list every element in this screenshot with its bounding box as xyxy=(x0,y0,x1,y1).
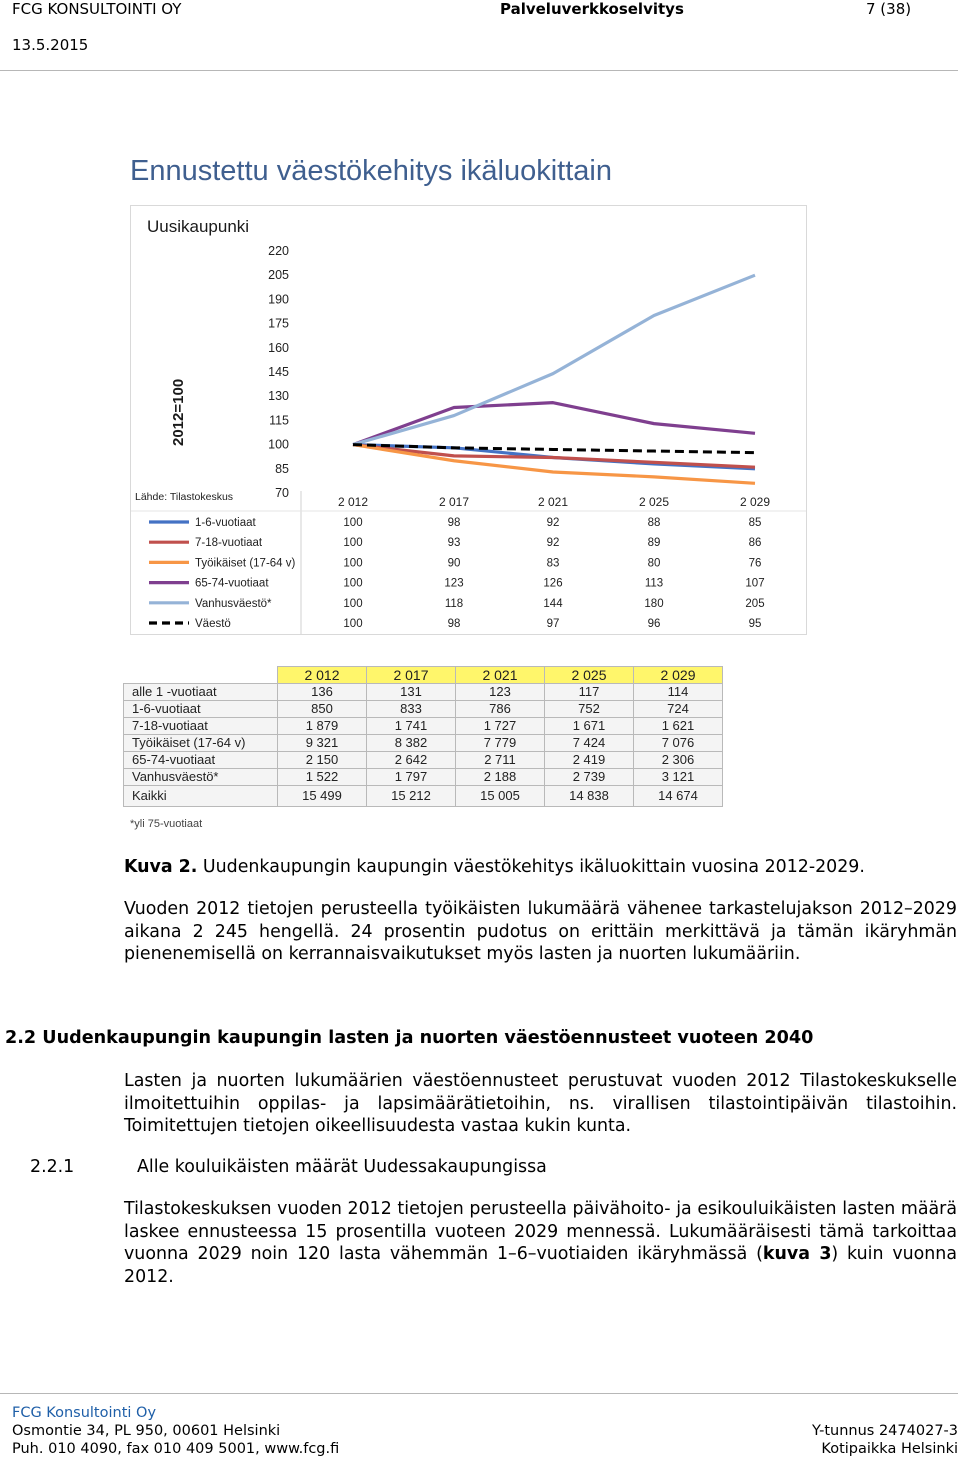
data-value-label: 118 xyxy=(444,597,464,610)
series-line xyxy=(353,275,755,444)
x-category-label: 2 012 xyxy=(337,495,369,509)
footer-address: Osmontie 34, PL 950, 00601 Helsinki xyxy=(12,1423,281,1439)
data-value-label: 80 xyxy=(647,557,661,570)
header-date: 13.5.2015 xyxy=(12,36,89,54)
table-header-row xyxy=(124,667,723,684)
table-cell: 1 621 xyxy=(634,718,723,735)
row-label: alle 1 -vuotiaat xyxy=(124,684,278,701)
table-cell: 2 711 xyxy=(456,752,545,769)
table-row xyxy=(124,718,723,735)
x-category-label: 2 021 xyxy=(537,495,569,509)
footer-divider xyxy=(0,1393,958,1394)
y-tick-label: 70 xyxy=(275,486,289,500)
table-cell: 7 076 xyxy=(634,735,723,752)
subsection-text-after: ) kuin vuonna 2012. xyxy=(124,1244,957,1287)
table-cell: 1 671 xyxy=(545,718,634,735)
header-page-number: 7 (38) xyxy=(866,0,912,18)
data-value-label: 98 xyxy=(447,618,461,630)
data-value-label: 100 xyxy=(343,557,363,570)
header-company: FCG KONSULTOINTI OY xyxy=(12,0,182,18)
table-cell: 1 797 xyxy=(367,769,456,786)
footer-business-id: Y-tunnus 2474027-3 xyxy=(811,1423,958,1439)
x-category-label: 2 025 xyxy=(638,495,670,509)
chart-region-title: Uusikaupunki xyxy=(147,217,250,236)
footer-company: FCG Konsultointi Oy xyxy=(12,1405,157,1421)
y-tick-label: 115 xyxy=(269,413,289,428)
legend-label: Väestö xyxy=(195,618,231,630)
header-divider xyxy=(0,70,958,71)
y-tick-label: 205 xyxy=(268,268,289,283)
section-paragraph: Lasten ja nuorten lukumäärien väestöennusteet perustuvat vuoden 2012 Tilastokeskukselle ilmoitettuihin oppilas- ja lapsimäärätietoihin, ns. virallisen tilastointipäivän tilastoihin. Toimitettujen tietojen oikeellisuudesta vastaa kukin kunta. xyxy=(124,1071,957,1136)
table-header-cell: 2 012 xyxy=(278,667,367,684)
table-row xyxy=(124,752,723,769)
figure-caption xyxy=(124,857,865,877)
table-cell: 850 xyxy=(278,701,367,718)
y-tick-label: 100 xyxy=(268,437,289,452)
table-footnote: *yli 75-vuotiaat xyxy=(130,818,203,830)
footer-domicile: Kotipaikka Helsinki xyxy=(821,1441,958,1457)
table-row-total xyxy=(124,786,723,807)
data-value-label: 100 xyxy=(343,517,363,529)
table-row xyxy=(124,769,723,786)
legend-label: Työikäiset (17-64 v) xyxy=(195,557,296,570)
x-category-label: 2 017 xyxy=(438,495,470,509)
data-value-label: 180 xyxy=(644,597,664,610)
table-cell: 2 419 xyxy=(545,752,634,769)
table-cell: 14 674 xyxy=(634,786,723,807)
data-value-label: 95 xyxy=(748,618,762,630)
y-tick-label: 130 xyxy=(268,389,289,404)
table-cell: 786 xyxy=(456,701,545,718)
table-cell: 752 xyxy=(545,701,634,718)
row-label: 7-18-vuotiaat xyxy=(124,718,278,735)
table-cell: 114 xyxy=(634,684,723,701)
y-tick-label: 175 xyxy=(268,316,289,331)
data-value-label: 100 xyxy=(343,577,363,590)
table-cell: 2 188 xyxy=(456,769,545,786)
legend-label: Vanhusväestö* xyxy=(195,597,272,610)
table-cell: 7 779 xyxy=(456,735,545,752)
series-line xyxy=(353,403,755,445)
table-cell: 9 321 xyxy=(278,735,367,752)
x-category-label: 2 029 xyxy=(739,495,771,509)
table-header-cell: 2 021 xyxy=(456,667,545,684)
header-report-title: Palveluverkkoselvitys xyxy=(500,0,684,18)
caption-label: Kuva 2. xyxy=(124,857,198,877)
data-value-label: 92 xyxy=(546,537,560,550)
population-table xyxy=(123,666,723,807)
row-label: 65-74-vuotiaat xyxy=(124,752,278,769)
footer-contact: Puh. 010 4090, fax 010 409 5001, www.fcg.fi xyxy=(12,1441,340,1457)
table-cell: 8 382 xyxy=(367,735,456,752)
legend-label: 7-18-vuotiaat xyxy=(195,537,263,550)
y-tick-label: 85 xyxy=(275,461,289,476)
data-value-label: 100 xyxy=(343,537,363,550)
data-value-label: 98 xyxy=(447,517,461,529)
section-heading: 2.2 Uudenkaupungin kaupungin lasten ja nuorten väestöennusteet vuoteen 2040 xyxy=(5,1028,814,1048)
table-cell: 117 xyxy=(545,684,634,701)
legend-label: 1-6-vuotiaat xyxy=(195,517,256,529)
table-cell: 7 424 xyxy=(545,735,634,752)
table-cell: 1 727 xyxy=(456,718,545,735)
data-value-label: 205 xyxy=(745,597,765,610)
data-value-label: 107 xyxy=(745,577,765,590)
row-label: 1-6-vuotiaat xyxy=(124,701,278,718)
table-cell: 136 xyxy=(278,684,367,701)
y-tick-label: 220 xyxy=(268,244,289,258)
table-cell: 2 642 xyxy=(367,752,456,769)
data-value-label: 123 xyxy=(444,577,464,590)
table-corner xyxy=(124,667,278,684)
data-value-label: 100 xyxy=(343,597,363,610)
caption-text: Uudenkaupungin kaupungin väestökehitys ikäluokittain vuosina 2012-2029. xyxy=(197,857,865,877)
table-cell: 2 306 xyxy=(634,752,723,769)
y-axis-label: 2012=100 xyxy=(170,378,187,446)
table-header-cell: 2 029 xyxy=(634,667,723,684)
subsection-title: Alle kouluikäisten määrät Uudessakaupungissa xyxy=(137,1157,547,1177)
table-cell: 833 xyxy=(367,701,456,718)
data-value-label: 93 xyxy=(447,537,461,550)
table-header-cell: 2 017 xyxy=(367,667,456,684)
y-tick-label: 190 xyxy=(268,292,289,307)
data-value-label: 86 xyxy=(748,537,762,550)
data-value-label: 76 xyxy=(748,557,762,570)
table-row xyxy=(124,701,723,718)
body-paragraph-1: Vuoden 2012 tietojen perusteella työikäisten lukumäärä vähenee tarkastelujakson 2012–2029 aikana 2 245 hengellä. 24 prosentin pudotus on erittäin merkittävä ja tämän ikäryhmän pienenemisellä on kerrannaisvaikutukset myös lasten ja nuorten lukumääriin. xyxy=(124,899,957,964)
line-chart xyxy=(131,206,806,634)
subsection-number: 2.2.1 xyxy=(30,1157,75,1177)
table-cell: 1 522 xyxy=(278,769,367,786)
y-tick-label: 145 xyxy=(268,365,289,379)
subsection-text-before: Tilastokeskuksen vuoden 2012 tietojen perusteella päivähoito- ja esikouluikäisten lasten määrä laskee ennusteessa 15 prosentilla vuoteen 2029 mennessä. Lukumääräisesti tämä tarkoittaa vuonna 2029 noin 120 lasta vähemmän 1–6–vuotiaiden ikäryhmässä ( xyxy=(124,1199,957,1264)
legend-label: 65-74-vuotiaat xyxy=(195,577,269,590)
table-cell: 2 739 xyxy=(545,769,634,786)
data-value-label: 88 xyxy=(647,517,661,529)
row-label: Työikäiset (17-64 v) xyxy=(124,735,278,752)
data-value-label: 97 xyxy=(546,618,560,630)
data-value-label: 96 xyxy=(647,618,661,630)
y-tick-label: 160 xyxy=(268,340,289,355)
table-cell: 15 499 xyxy=(278,786,367,807)
data-value-label: 83 xyxy=(546,557,560,570)
table-cell: 2 150 xyxy=(278,752,367,769)
data-value-label: 89 xyxy=(647,537,661,550)
data-value-label: 144 xyxy=(543,597,563,610)
data-value-label: 100 xyxy=(343,618,363,630)
table-cell: 3 121 xyxy=(634,769,723,786)
table-row xyxy=(124,684,723,701)
row-label: Vanhusväestö* xyxy=(124,769,278,786)
subsection-paragraph xyxy=(124,1198,957,1288)
table-cell: 123 xyxy=(456,684,545,701)
table-cell: 1 741 xyxy=(367,718,456,735)
data-value-label: 90 xyxy=(447,557,461,570)
table-cell: 15 005 xyxy=(456,786,545,807)
data-value-label: 113 xyxy=(644,577,664,590)
data-value-label: 85 xyxy=(748,517,762,529)
figure-reference: kuva 3 xyxy=(762,1244,832,1264)
table-cell: 14 838 xyxy=(545,786,634,807)
figure-title: Ennustettu väestökehitys ikäluokittain xyxy=(130,155,612,187)
table-cell: 131 xyxy=(367,684,456,701)
table-row xyxy=(124,735,723,752)
table-header-cell: 2 025 xyxy=(545,667,634,684)
table-cell: 724 xyxy=(634,701,723,718)
table-cell: 15 212 xyxy=(367,786,456,807)
table-cell: 1 879 xyxy=(278,718,367,735)
data-value-label: 92 xyxy=(546,517,560,529)
data-value-label: 126 xyxy=(543,577,563,590)
chart-panel xyxy=(130,205,807,635)
source-label: Lähde: Tilastokeskus xyxy=(135,491,234,503)
row-label: Kaikki xyxy=(124,786,278,807)
